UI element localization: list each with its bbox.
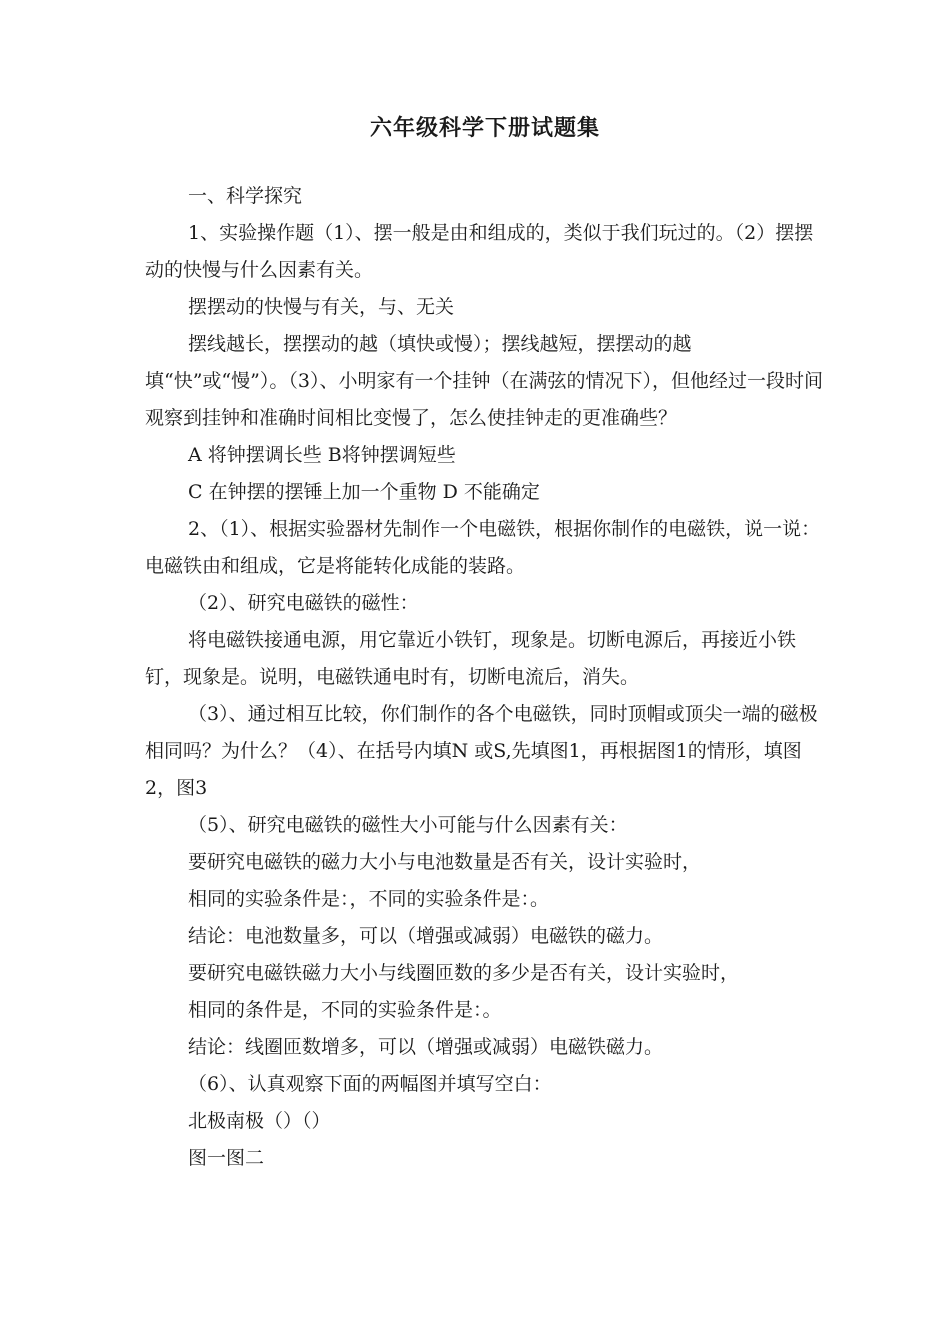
option-line: C 在钟摆的摆锤上加一个重物 D 不能确定: [188, 481, 540, 503]
paragraph: 图一图二: [188, 1147, 265, 1169]
paragraph: 1、实验操作题（1）、摆一般是由和组成的，类似于我们玩过的。（2）摆摆动的快慢与什么因素有关。: [145, 222, 814, 281]
paragraph: 要研究电磁铁的磁力大小与电池数量是否有关，设计实验时，: [188, 851, 702, 873]
paragraph: （6）、认真观察下面的两幅图并填写空白：: [188, 1073, 552, 1095]
section-heading: 一、科学探究: [188, 185, 303, 207]
paragraph: 相同的实验条件是：，不同的实验条件是：。: [188, 888, 550, 910]
paragraph: 北极南极（）（）: [188, 1110, 331, 1132]
document-title: 六年级科学下册试题集: [369, 115, 600, 141]
paragraph: 结论：线圈匝数增多，可以（增强或减弱）电磁铁磁力。: [188, 1036, 664, 1058]
option-line: A 将钟摆调长些 B将钟摆调短些: [188, 444, 456, 466]
paragraph: （5）、研究电磁铁的磁性大小可能与什么因素有关：: [188, 814, 628, 836]
paragraph: 将电磁铁接通电源，用它靠近小铁钉，现象是。切断电源后，再接近小铁钉，现象是。说明，电磁铁通电时有，切断电流后，消失。: [145, 629, 797, 688]
paragraph: （2）、研究电磁铁的磁性：: [188, 592, 419, 614]
paragraph: 结论：电池数量多，可以（增强或减弱）电磁铁的磁力。: [188, 925, 664, 947]
document-page: [145, 108, 825, 1177]
paragraph: （3）、通过相互比较，你们制作的各个电磁铁，同时顶帽或顶尖一端的磁极相同吗？为什么？（4）、在括号内填N 或S,先填图1，再根据图1的情形，填图2，图3: [145, 703, 818, 799]
paragraph: 摆摆动的快慢与有关，与、无关: [188, 296, 455, 318]
paragraph: 相同的条件是，不同的实验条件是：。: [188, 999, 502, 1021]
paragraph: 要研究电磁铁磁力大小与线圈匝数的多少是否有关，设计实验时，: [188, 962, 740, 984]
paragraph: 2、（1）、根据实验器材先制作一个电磁铁，根据你制作的电磁铁，说一说：电磁铁由和组成，它是将能转化成能的装路。: [145, 518, 821, 577]
paragraph: 摆线越长，摆摆动的越（填快或慢）；摆线越短，摆摆动的越填“快”或“慢”）。（3）、小明家有一个挂钟（在满弦的情况下），但他经过一段时间观察到挂钟和准确时间相比变慢了，怎么使挂钟走的更准确些？: [145, 333, 823, 429]
